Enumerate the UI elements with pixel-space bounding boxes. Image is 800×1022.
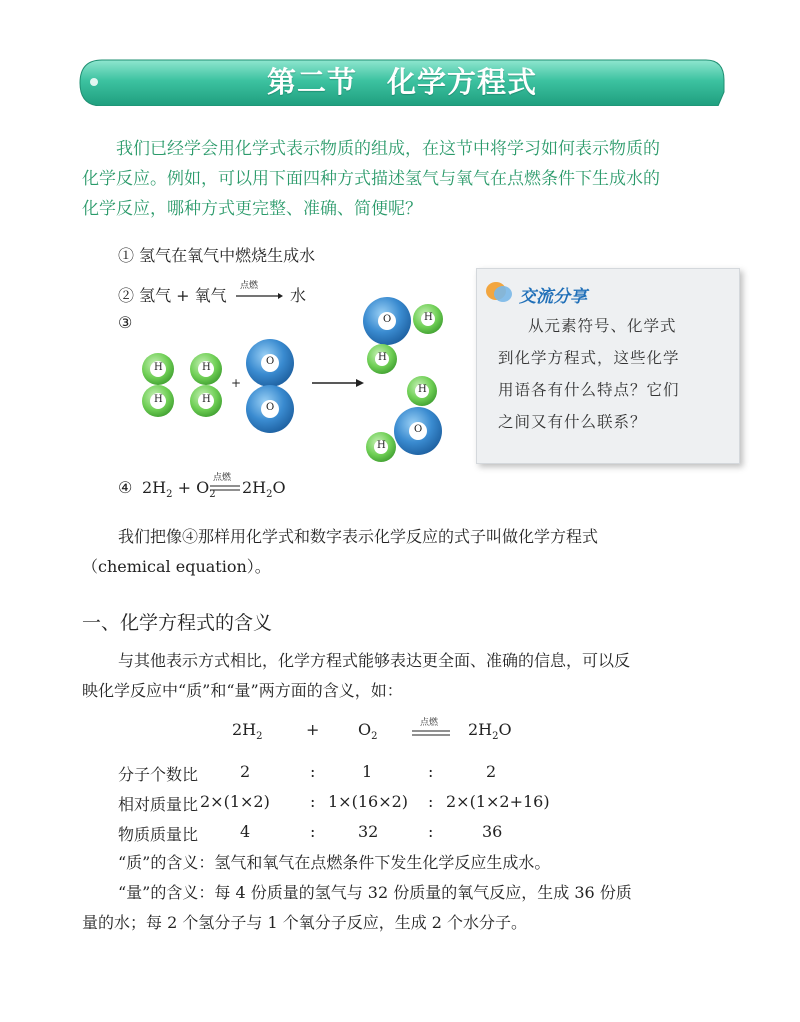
row-label: 物质质量比 <box>118 825 199 844</box>
page-title: 第二节 化学方程式 <box>266 65 537 99</box>
method-1: ① 氢气在氧气中燃烧生成水 <box>118 246 316 265</box>
row-sep: : <box>310 792 316 811</box>
o2-molecule <box>246 339 294 433</box>
row-value-a: 2 <box>240 762 251 781</box>
method-2-condition: 点燃 <box>240 281 259 291</box>
method-3: ③ <box>118 313 133 332</box>
row-sep: : <box>310 822 316 841</box>
intro-line-2: 化学反应。例如，可以用下面四种方式描述氢气与氧气在点燃条件下生成水的 <box>82 169 660 189</box>
share-title: 交流分享 <box>519 287 587 307</box>
atom-h-label: H <box>424 312 433 323</box>
atom-h-label: H <box>418 384 427 395</box>
method-4-equation-right: $2H_2O$ <box>242 478 286 501</box>
equation-h2: $2H_2$ <box>232 720 263 743</box>
method-4-number: ④ <box>118 478 133 497</box>
row-sep: : <box>428 762 434 781</box>
atom-h-label: H <box>154 394 163 405</box>
share-line-2: 到化学方程式，这些化学 <box>498 349 680 367</box>
share-line-3: 用语各有什么特点？它们 <box>498 381 680 399</box>
share-line-4: 之间又有什么联系？ <box>498 413 647 431</box>
method-4-equation-left: $2H_2 + O_2$ <box>142 478 216 501</box>
row-label: 分子个数比 <box>118 765 199 784</box>
row-value-b: 1 <box>362 762 373 781</box>
h2o-molecule-1 <box>363 297 443 374</box>
row-label: 相对质量比 <box>118 795 199 814</box>
row-sep: : <box>310 762 316 781</box>
method-2-right: 水 <box>290 286 307 305</box>
atom-o-label: O <box>414 424 423 435</box>
meaning-quality: “质”的含义：氢气和氧气在点燃条件下发生化学反应生成水。 <box>118 853 551 872</box>
definition-line-2: （chemical equation）。 <box>82 557 271 576</box>
intro-line-1: 我们已经学会用化学式表示物质的组成，在这节中将学习如何表示物质的 <box>116 139 660 159</box>
atom-h-label: H <box>202 394 211 405</box>
speech-bubble-icon <box>484 280 514 304</box>
row-value-b: 32 <box>358 822 379 841</box>
row-sep: : <box>428 822 434 841</box>
equation-h2o: $2H_2O$ <box>468 720 512 743</box>
atom-o-label: O <box>383 314 392 325</box>
section-paragraph-line-1: 与其他表示方式相比，化学方程式能够表达更全面、准确的信息，可以反 <box>118 651 631 670</box>
equation-o2: $O_2$ <box>358 720 378 743</box>
method-2-left: ② 氢气 + 氧气 <box>118 286 227 305</box>
equals-sign <box>412 730 450 736</box>
meaning-quantity-line-2: 量的水；每 2 个氢分子与 1 个氧分子反应，生成 2 个水分子。 <box>82 913 528 932</box>
method-4-condition: 点燃 <box>213 473 232 483</box>
row-value-c: 36 <box>482 822 503 841</box>
intro-line-3: 化学反应，哪种方式更完整、准确、简便呢？ <box>82 199 422 219</box>
section-paragraph-line-2: 映化学反应中“质”和“量”两方面的含义，如： <box>82 681 403 700</box>
definition-line-1: 我们把像④那样用化学式和数字表示化学反应的式子叫做化学方程式 <box>118 527 599 546</box>
plus-sign: + <box>231 376 242 390</box>
meaning-quantity-line-1: “量”的含义：每 4 份质量的氢气与 32 份质量的氧气反应，生成 36 份质 <box>118 883 632 902</box>
atom-h-label: H <box>154 362 163 373</box>
section-heading: 一、化学方程式的含义 <box>82 612 273 634</box>
atom-h-label: H <box>202 362 211 373</box>
atom-h-label: H <box>377 440 386 451</box>
equals-sign <box>210 485 240 491</box>
atom-o-label: O <box>266 402 275 413</box>
share-line-1: 从元素符号、化学式 <box>528 317 677 335</box>
row-value-a: 4 <box>240 822 251 841</box>
atom-o-label: O <box>266 356 275 367</box>
equation-condition: 点燃 <box>420 718 439 728</box>
row-value-a: 2×(1×2) <box>200 792 270 811</box>
row-sep: : <box>428 792 434 811</box>
equation-plus: + <box>306 720 320 739</box>
row-value-c: 2 <box>486 762 497 781</box>
row-value-c: 2×(1×2+16) <box>446 792 550 811</box>
row-value-b: 1×(16×2) <box>328 792 409 811</box>
atom-h-label: H <box>378 352 387 363</box>
